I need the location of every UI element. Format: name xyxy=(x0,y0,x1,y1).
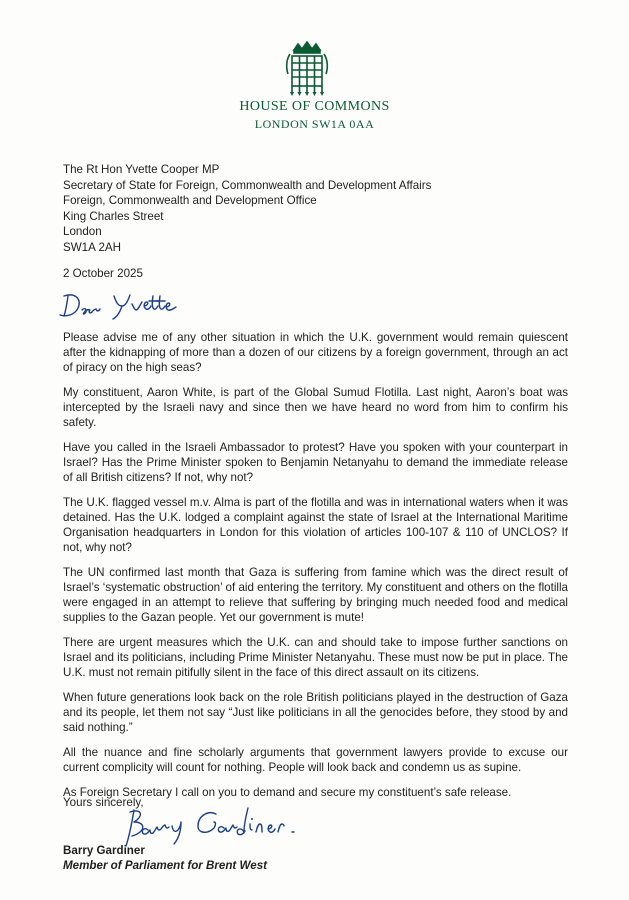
recipient-line: London xyxy=(63,225,102,238)
recipient-address xyxy=(63,162,431,255)
signer-block xyxy=(63,843,267,873)
paragraph: There are urgent measures which the U.K. can and should take to impose further sanctions on Israel and its politicians, including Prime Minister Netanyahu. These must now be put in place. The U.K. must not remain pitifully silent in the face of this direct assault on its citizens. xyxy=(63,636,568,679)
paragraph: The UN confirmed last month that Gaza is suffering from famine which was the direct result of Israel’s ‘systematic obstruction’ of aid entering the territory. My constituent and others on the flotilla were engaged in an attempt to relieve that suffering by bringing much needed food and medical supplies to the Gazan people. Yet our government is mute! xyxy=(63,566,568,624)
signer-name: Barry Gardiner xyxy=(63,844,145,857)
paragraph: When future generations look back on the role British politicians played in the destruction of Gaza and its people, let them not say “Just like politicians in all the genocides before, they stood by and said nothing.” xyxy=(63,691,568,734)
paragraph: Have you called in the Israeli Ambassador to protest? Have you spoken with your counterpart in Israel? Has the Prime Minister spoken to Benjamin Netanyahu to demand the immediate release of all British citizens? If not, why not? xyxy=(63,441,568,484)
letter-date: 2 October 2025 xyxy=(63,267,143,280)
letter-body xyxy=(63,330,568,810)
letterhead xyxy=(0,99,629,132)
paragraph: As Foreign Secretary I call on you to demand and secure my constituent’s safe release. xyxy=(63,786,512,799)
recipient-line: SW1A 2AH xyxy=(63,240,121,254)
paragraph: The U.K. flagged vessel m.v. Alma is part of the flotilla and was in international waters when it was detained. Has the U.K. lodged a complaint against the state of Israel at the International Maritime Organisation headquarters in London for this violation of articles 100-107 & 110 of UNCLOS? If not, why not? xyxy=(63,496,568,554)
closing: Yours sincerely, xyxy=(63,796,144,809)
institution-name: HOUSE OF COMMONS xyxy=(239,99,390,114)
recipient-line: Foreign, Commonwealth and Development Office xyxy=(63,194,317,207)
paragraph: All the nuance and fine scholarly arguments that government lawyers provide to excuse our current complicity will count for nothing. People will look back and condemn us as supine. xyxy=(63,746,568,774)
handwritten-salutation xyxy=(56,286,186,322)
signer-role: Member of Parliament for Brent West xyxy=(63,859,268,872)
recipient-line: Secretary of State for Foreign, Commonwealth and Development Affairs xyxy=(63,178,432,192)
paragraph: My constituent, Aaron White, is part of the Global Sumud Flotilla. Last night, Aaron’s boat was intercepted by the Israeli navy and since then we have heard no word from him to confirm his safety. xyxy=(63,386,568,429)
recipient-line: The Rt Hon Yvette Cooper MP xyxy=(63,163,220,176)
institution-address: LONDON SW1A 0AA xyxy=(254,117,375,131)
paragraph: Please advise me of any other situation in which the U.K. government would remain quiescent after the kidnapping of more than a dozen of our citizens by a foreign government, through an act of piracy on the high seas? xyxy=(63,331,568,374)
portcullis-icon xyxy=(280,40,334,96)
recipient-line: King Charles Street xyxy=(63,209,164,223)
